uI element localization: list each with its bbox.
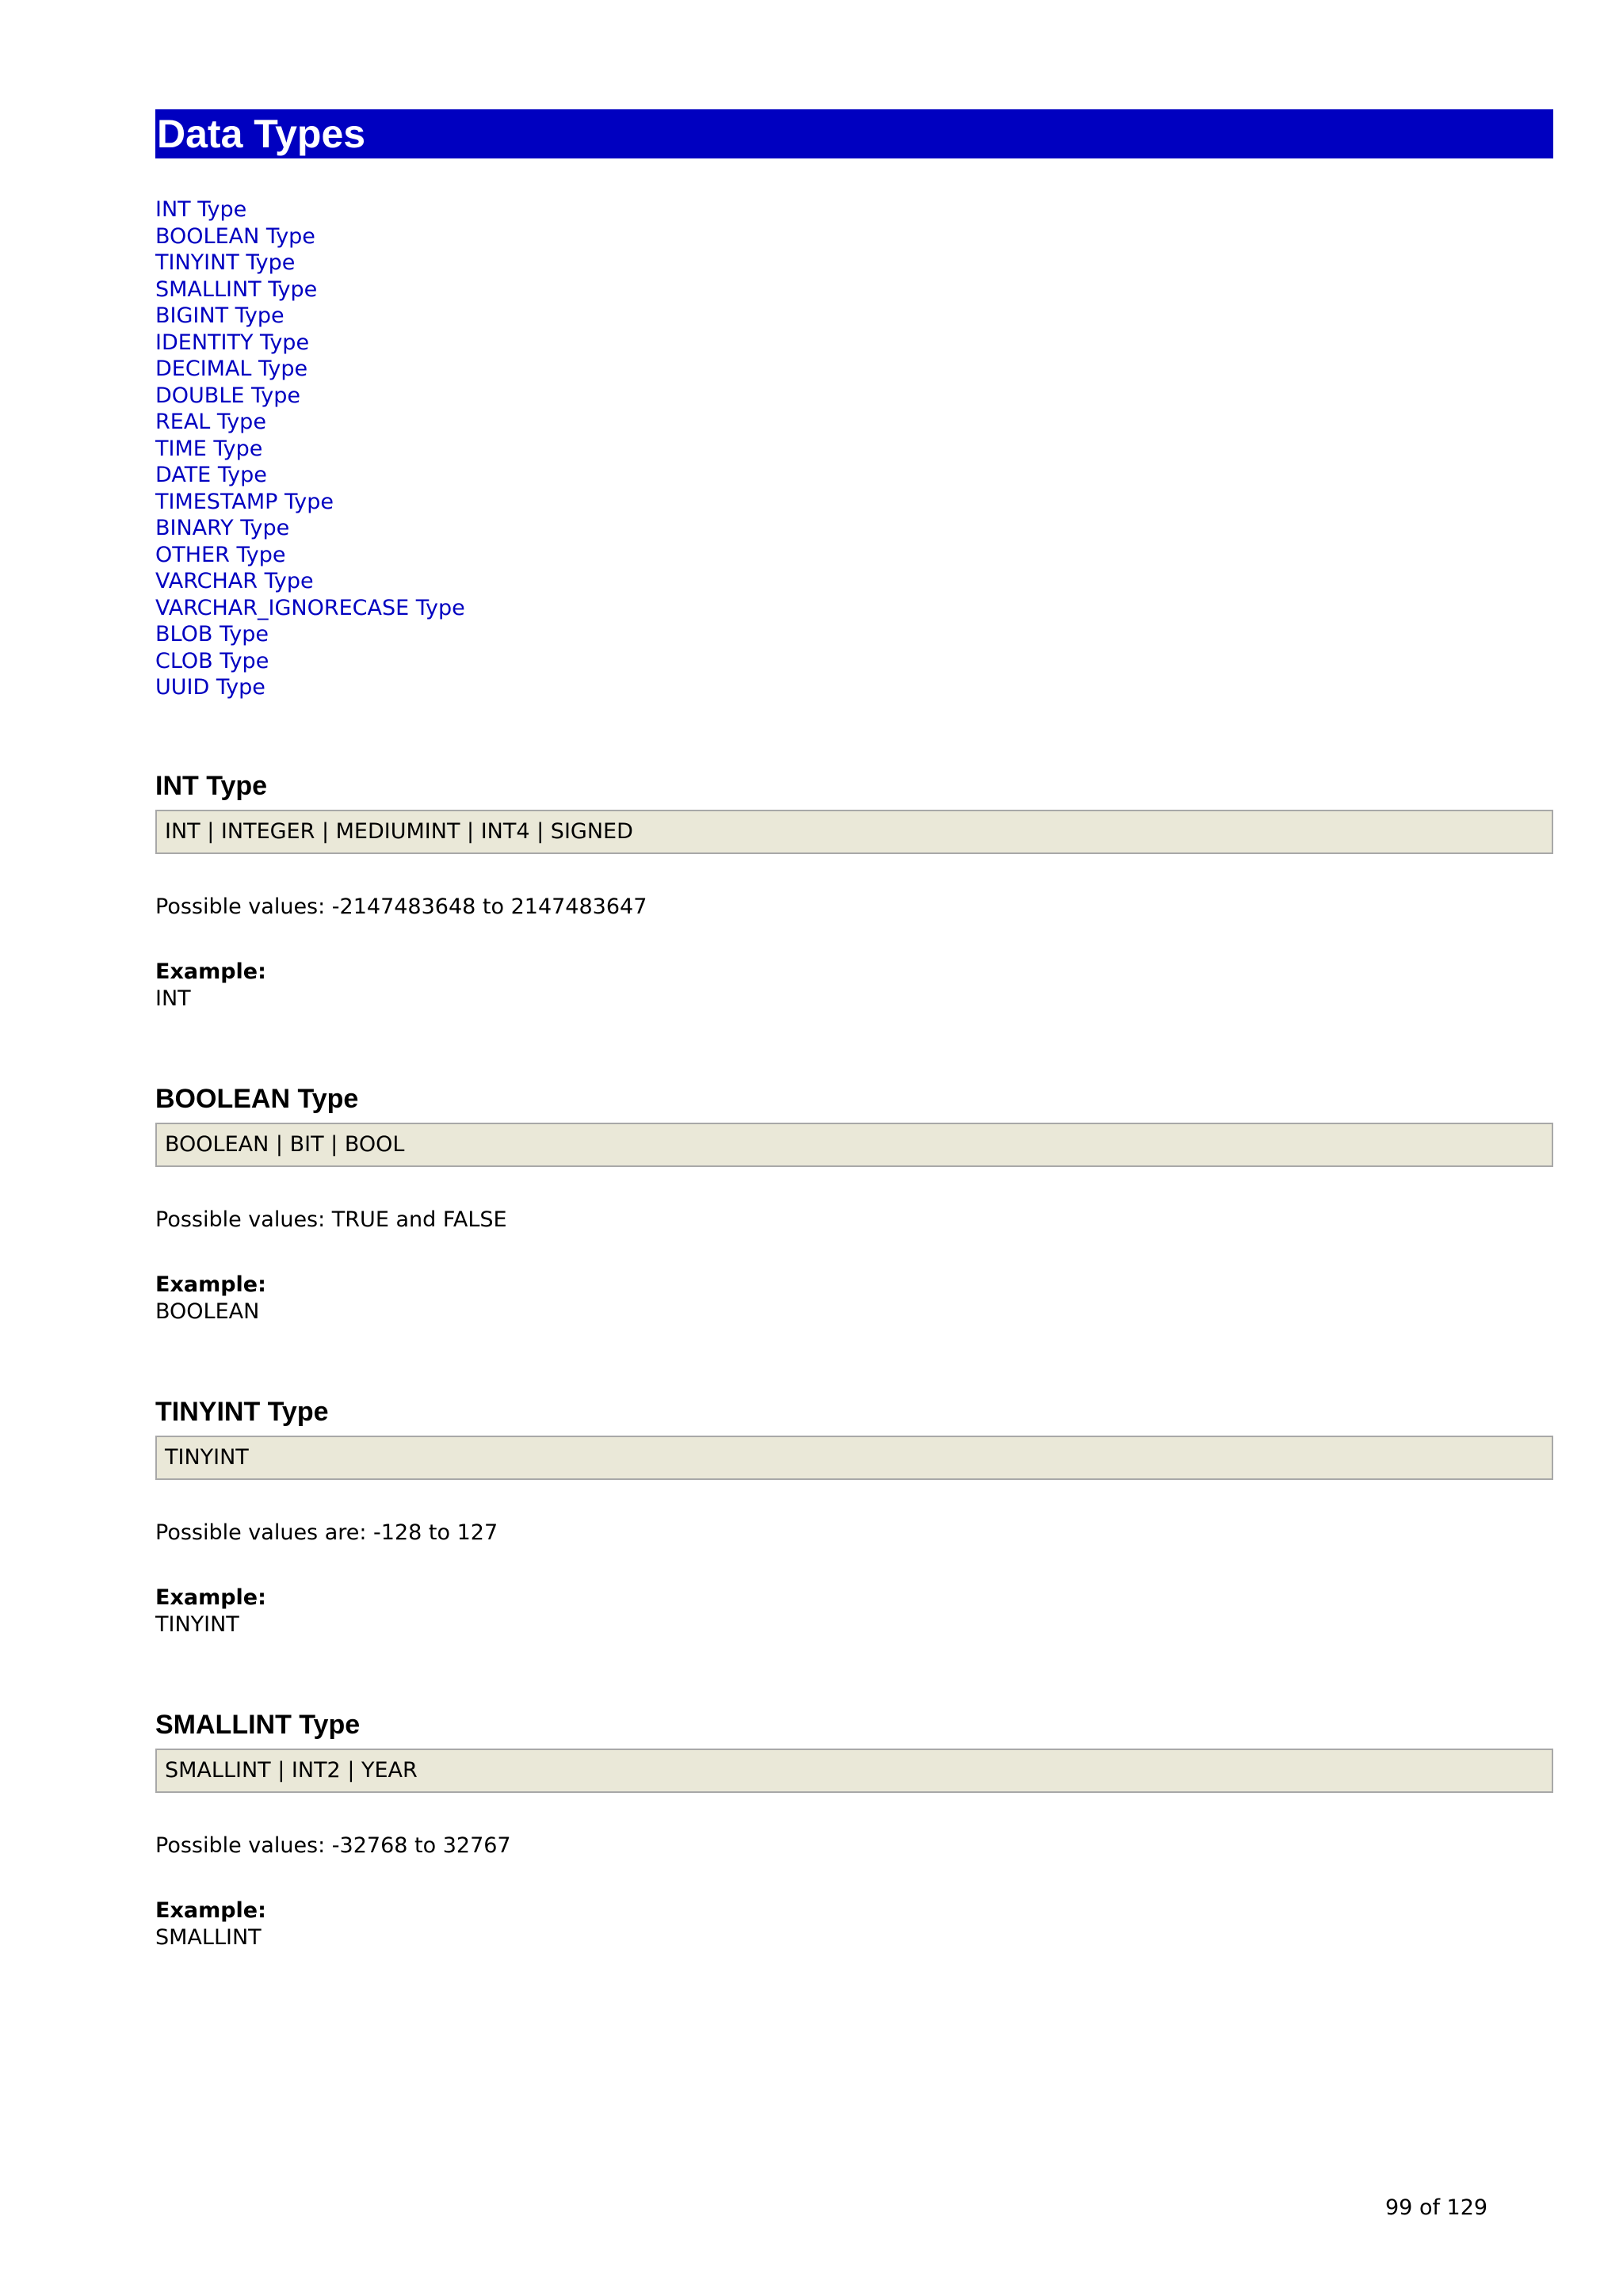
toc-link-binary[interactable]: BINARY Type <box>155 516 290 540</box>
possible-values: Possible values are: -128 to 127 <box>155 1520 498 1545</box>
section-boolean-type <box>155 1081 1553 1325</box>
section-smallint-type <box>155 1707 1553 1951</box>
page-number: 99 of 129 <box>1385 2195 1488 2220</box>
example-label: Example: <box>155 1898 266 1923</box>
toc-link-varchar-ignorecase[interactable]: VARCHAR_IGNORECASE Type <box>155 595 465 620</box>
toc-link-clob[interactable]: CLOB Type <box>155 648 269 673</box>
toc-link-double[interactable]: DOUBLE Type <box>155 383 301 408</box>
toc-link-time[interactable]: TIME Type <box>155 436 263 461</box>
toc-link-int[interactable]: INT Type <box>155 197 247 222</box>
syntax-box: SMALLINT | INT2 | YEAR <box>155 1749 1553 1793</box>
example-label: Example: <box>155 1585 266 1610</box>
section-heading: SMALLINT Type <box>155 1710 361 1740</box>
toc-link-tinyint[interactable]: TINYINT Type <box>155 250 296 275</box>
syntax-box: INT | INTEGER | MEDIUMINT | INT4 | SIGNED <box>155 810 1553 854</box>
toc-link-varchar[interactable]: VARCHAR Type <box>155 569 314 593</box>
section-heading: BOOLEAN Type <box>155 1084 359 1114</box>
example-value: INT <box>155 986 191 1011</box>
toc-link-timestamp[interactable]: TIMESTAMP Type <box>155 489 334 514</box>
toc-link-other[interactable]: OTHER Type <box>155 542 286 567</box>
section-tinyint-type <box>155 1394 1553 1638</box>
possible-values: Possible values: -32768 to 32767 <box>155 1833 511 1858</box>
toc-link-blob[interactable]: BLOB Type <box>155 622 269 646</box>
section-heading: INT Type <box>155 771 268 801</box>
toc-link-smallint[interactable]: SMALLINT Type <box>155 277 318 302</box>
possible-values: Possible values: -2147483648 to 2147483647 <box>155 894 647 919</box>
toc-link-identity[interactable]: IDENTITY Type <box>155 330 310 355</box>
example-label: Example: <box>155 1272 266 1297</box>
syntax-box: BOOLEAN | BIT | BOOL <box>155 1123 1553 1167</box>
toc-link-date[interactable]: DATE Type <box>155 463 267 487</box>
document-content <box>155 109 1553 1950</box>
toc-link-real[interactable]: REAL Type <box>155 410 266 434</box>
toc-link-uuid[interactable]: UUID Type <box>155 675 265 700</box>
toc-link-bigint[interactable]: BIGINT Type <box>155 303 285 328</box>
possible-values: Possible values: TRUE and FALSE <box>155 1207 507 1232</box>
section-int-type <box>155 769 1553 1013</box>
example-value: TINYINT <box>155 1612 239 1637</box>
table-of-contents <box>155 196 1553 701</box>
example-label: Example: <box>155 959 266 984</box>
page-title: Data Types <box>155 109 1553 158</box>
example-value: BOOLEAN <box>155 1299 260 1324</box>
toc-link-boolean[interactable]: BOOLEAN Type <box>155 223 315 249</box>
section-heading: TINYINT Type <box>155 1397 329 1427</box>
example-value: SMALLINT <box>155 1925 262 1950</box>
toc-link-decimal[interactable]: DECIMAL Type <box>155 357 308 381</box>
syntax-box: TINYINT <box>155 1436 1553 1480</box>
